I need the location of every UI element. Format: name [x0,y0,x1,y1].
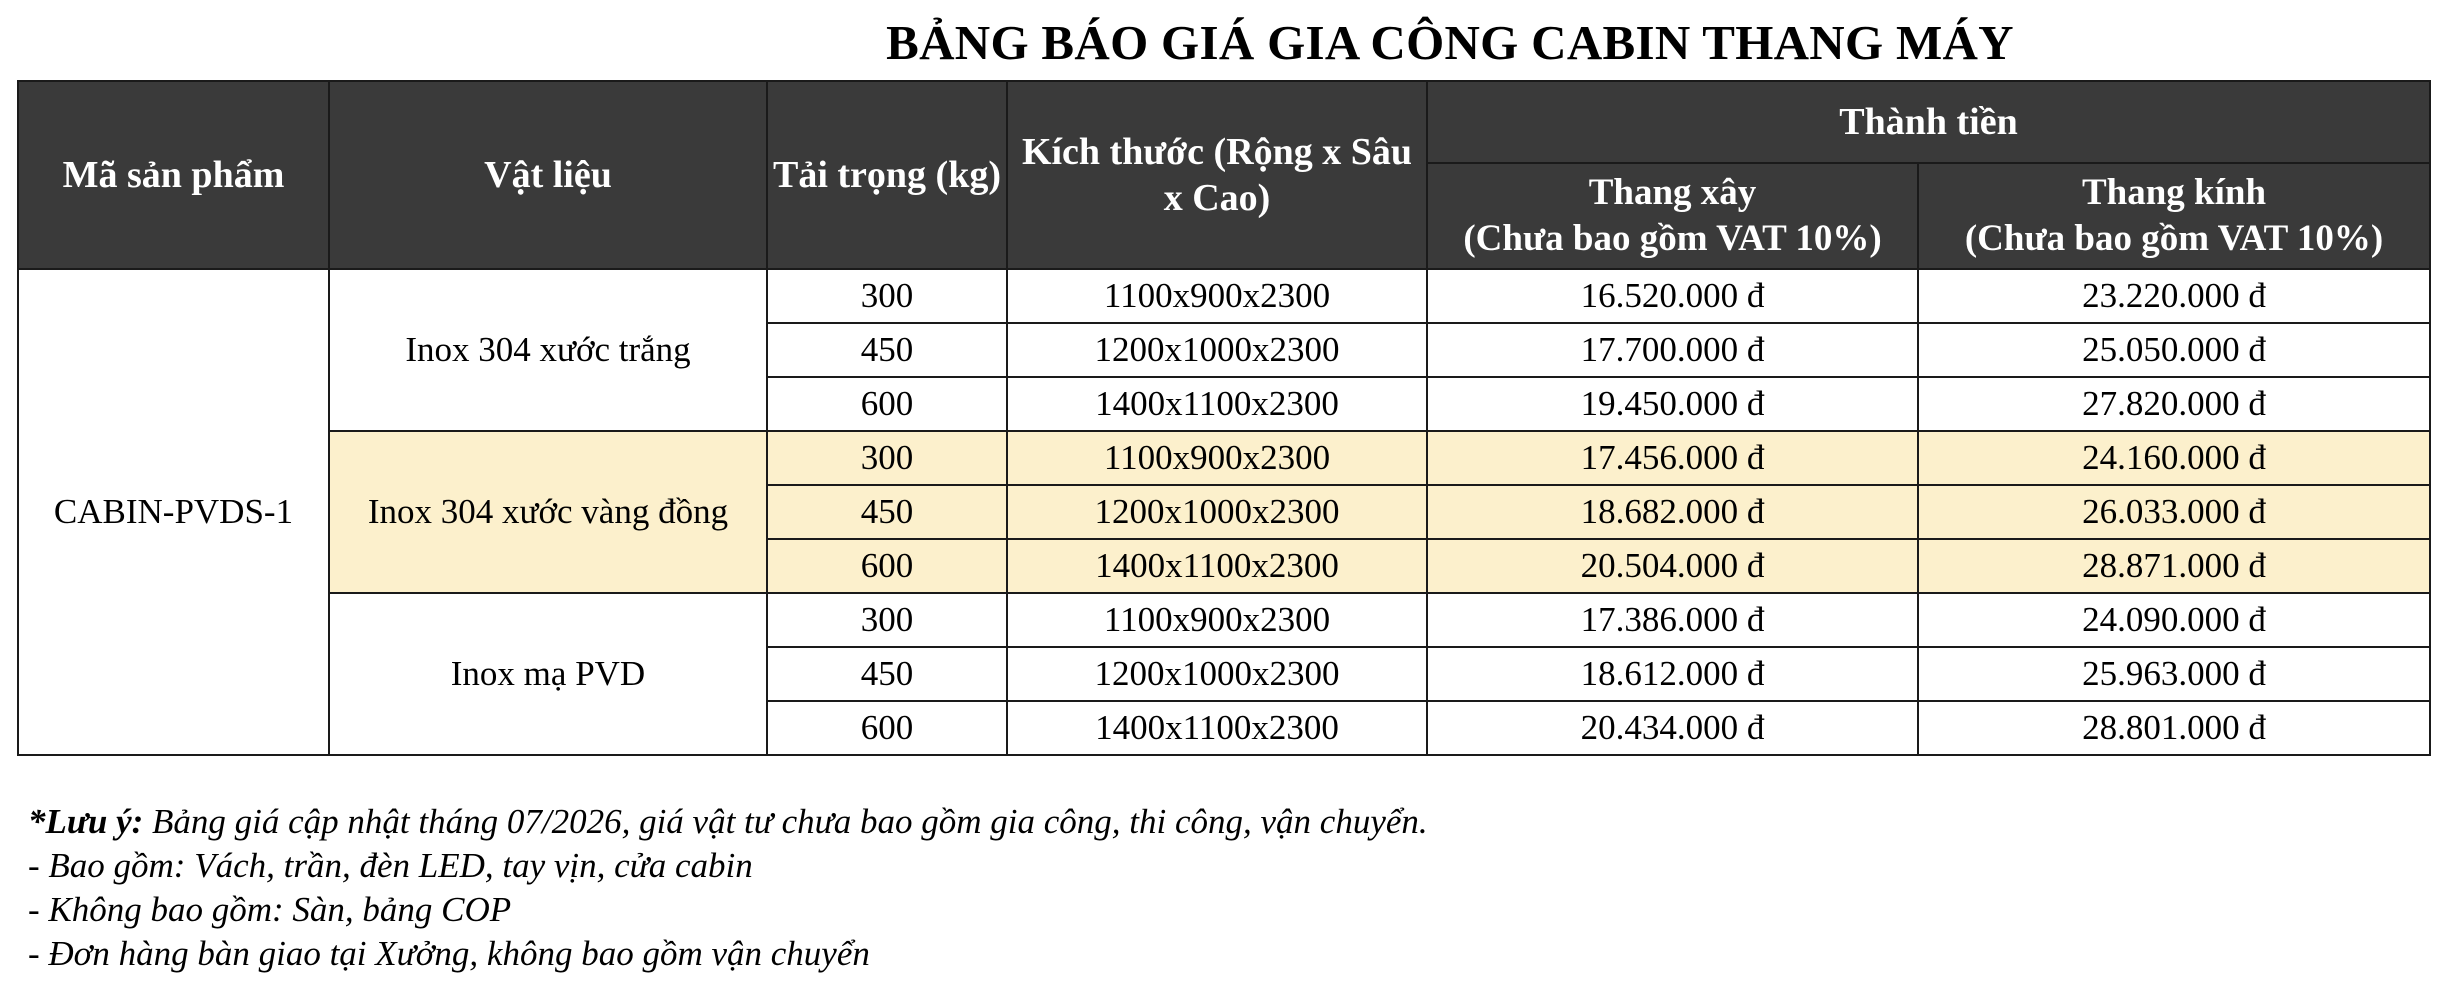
note-line: - Không bao gồm: Sàn, bảng COP [28,890,512,929]
header-masonry-vat: (Chưa bao gồm VAT 10%) [1463,218,1882,259]
note-line [28,800,1428,844]
masonry-price-cell: 18.682.000 đ [1427,485,1918,539]
header-glass-label: Thang kính [2081,172,2267,213]
load-cell: 300 [767,593,1007,647]
masonry-price-cell: 18.612.000 đ [1427,647,1918,701]
size-cell: 1100x900x2300 [1007,593,1427,647]
size-cell: 1200x1000x2300 [1007,485,1427,539]
glass-price-cell: 26.033.000 đ [1918,485,2430,539]
header-product-code: Mã sản phẩm [18,81,329,269]
masonry-price-cell: 17.386.000 đ [1427,593,1918,647]
load-cell: 450 [767,485,1007,539]
glass-price-cell: 23.220.000 đ [1918,269,2430,323]
glass-price-cell: 25.963.000 đ [1918,647,2430,701]
header-masonry [1427,163,1918,269]
load-cell: 450 [767,647,1007,701]
note-text: Bảng giá cập nhật tháng 07/2026, giá vật tư chưa bao gồm gia công, thi công, vận chuyển. [143,802,1428,841]
glass-price-cell: 27.820.000 đ [1918,377,2430,431]
note-line: - Bao gồm: Vách, trần, đèn LED, tay vịn, cửa cabin [28,846,753,885]
load-cell: 300 [767,431,1007,485]
glass-price-cell: 24.090.000 đ [1918,593,2430,647]
glass-price-cell: 25.050.000 đ [1918,323,2430,377]
glass-price-cell: 28.871.000 đ [1918,539,2430,593]
header-glass [1918,163,2430,269]
header-masonry-label: Thang xây [1588,172,1757,213]
table-row [18,431,2430,485]
size-cell: 1100x900x2300 [1007,431,1427,485]
size-cell: 1200x1000x2300 [1007,323,1427,377]
note-line: - Đơn hàng bàn giao tại Xưởng, không bao gồm vận chuyển [28,934,870,973]
load-cell: 300 [767,269,1007,323]
masonry-price-cell: 20.504.000 đ [1427,539,1918,593]
header-size: Kích thước (Rộng x Sâu x Cao) [1007,81,1427,269]
masonry-price-cell: 17.456.000 đ [1427,431,1918,485]
note-label: *Lưu ý: [28,802,144,841]
page-title: BẢNG BÁO GIÁ GIA CÔNG CABIN THANG MÁY [886,15,2014,70]
material-cell: Inox 304 xước vàng đồng [329,431,767,593]
material-cell: Inox 304 xước trắng [329,269,767,431]
load-cell: 600 [767,701,1007,755]
size-cell: 1400x1100x2300 [1007,377,1427,431]
load-cell: 600 [767,539,1007,593]
header-glass-vat: (Chưa bao gồm VAT 10%) [1964,218,2384,259]
glass-price-cell: 28.801.000 đ [1918,701,2430,755]
material-cell: Inox mạ PVD [329,593,767,755]
masonry-price-cell: 17.700.000 đ [1427,323,1918,377]
load-cell: 450 [767,323,1007,377]
price-table [17,80,2431,756]
header-total: Thành tiền [1427,81,2430,163]
header-load: Tải trọng (kg) [767,81,1007,269]
masonry-price-cell: 20.434.000 đ [1427,701,1918,755]
masonry-price-cell: 19.450.000 đ [1427,377,1918,431]
product-code-cell: CABIN-PVDS-1 [18,269,329,755]
table-row [18,269,2430,323]
masonry-price-cell: 16.520.000 đ [1427,269,1918,323]
table-row [18,593,2430,647]
header-material: Vật liệu [329,81,767,269]
size-cell: 1400x1100x2300 [1007,701,1427,755]
notes-section [28,800,1428,976]
glass-price-cell: 24.160.000 đ [1918,431,2430,485]
size-cell: 1200x1000x2300 [1007,647,1427,701]
size-cell: 1400x1100x2300 [1007,539,1427,593]
load-cell: 600 [767,377,1007,431]
size-cell: 1100x900x2300 [1007,269,1427,323]
